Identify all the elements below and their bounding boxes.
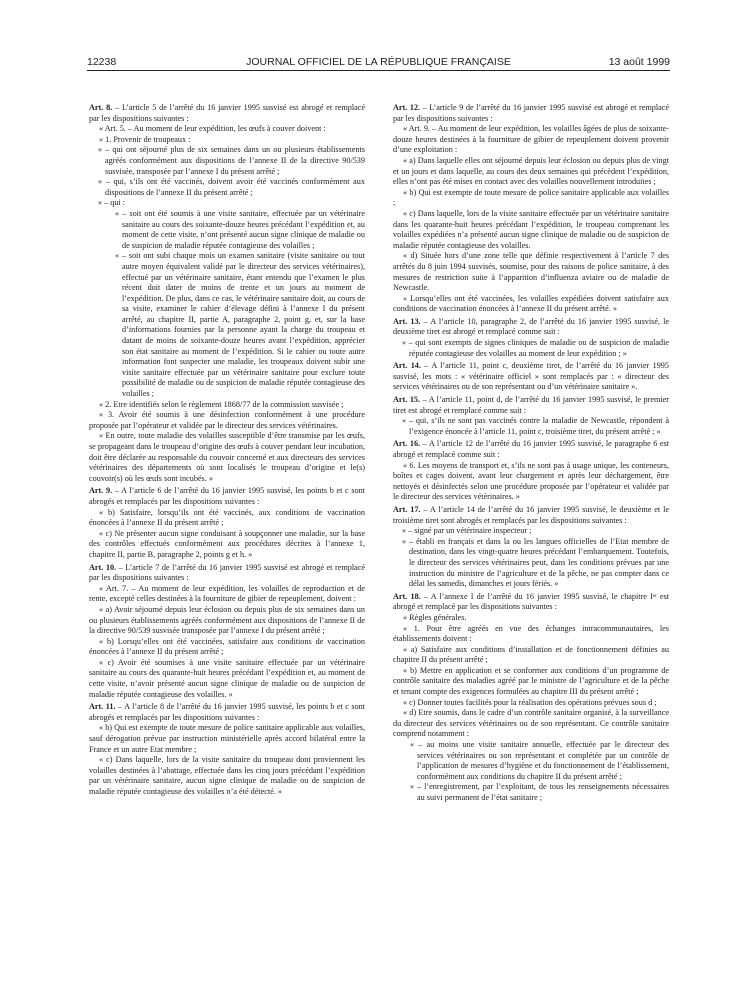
body-paragraph [89,584,365,605]
paragraph-text: « b) Qui est exempte de toute mesure de police sanitaire applicable aux volailles, sauf dérogation prévue par instruction ministérielle après accord bilatéral entre la France et un autre Etat membre ; [89,723,365,754]
right-column [393,101,669,804]
body-paragraph [393,188,669,209]
paragraph-text: « a) Avoir séjourné depuis leur éclosion ou depuis plus de six semaines dans un ou plusieurs établissements agréés conformément aux dispositions de l’annexe II de la directive 90/539 susvisée transposée par l’annexe I du présent arrêté ; [89,604,365,636]
body-paragraph [393,338,669,359]
body-paragraph [393,537,669,590]
paragraph-text: « Art. 7. – Au moment de leur expédition, les volailles de reproduction et de rente, excepté celles destinées à la fourniture de gibier de repeuplement, doivent : [89,583,365,604]
paragraph-text: – A l’article 6 de l’arrêté du 16 janvier 1995 susvisé, les points b et c sont abrogés et remplacés par les dispositions suivantes : [89,486,365,506]
body-paragraph [393,708,669,740]
paragraph-text: « – qui : [98,198,126,208]
paragraph-text: – A l’article 10, paragraphe 2, de l’arrêté du 16 janvier 1995 susvisé, le deuxième tiret est abrogé et remplacé comme suit : [393,316,669,337]
publication-date: 13 août 1999 [608,56,670,68]
article-number: Art. 14. [393,361,421,371]
paragraph-text: « – au moins une visite sanitaire annuelle, effectuée par le directeur des services vétérinaires ou son représentant et complétée par un contrôle de l’application de mesures d’hygiène et du fonctionnement de l’établissement, conformément aux conditions du chapitre II du présent arrêté ; [410,740,669,781]
paragraph-text: – L’article 9 de l’arrêté du 16 janvier 1995 susvisé est abrogé et remplacé par les dispositions suivantes : [393,103,669,123]
article-number: Art. 10. [89,562,117,572]
paragraph-text: « c) Ne présenter aucun signe conduisant à soupçonner une maladie, sur la base des contrôles effectués conformément aux procédures décrites à l’annexe 1, chapitre II, partie B, paragraphe 2, points g et h. » [89,528,365,559]
paragraph-text: « – soit ont subi chaque mois un examen sanitaire (visite sanitaire ou tout autre moyen équivalent validé par le directeur des services vétérinaires), effectué par un vétérinaire sanitaire, étant entendu que l’examen le plus récent doit dater de moins de trente et un jours au moment de l’expédition. De plus, dans ce cas, le vétérinaire sanitaire doit, au cours de sa visite, examiner le cahier d’élevage défini à l’annexe I du présent arrêté, au chapitre II, partie A, paragraphe 2, point g, et, sur la base d’informations fournies par la personne ayant la charge du troupeau et datant de moins de soixante-douze heures avant l’expédition, apprécier son état sanitaire au moment de l’expédition. Si le cahier ou toute autre information font suspecter une maladie, les troupeaux doivent subir une visite sanitaire effectuée par un vétérinaire sanitaire pour exclure toute possibilité de maladie ou de suspicion de maladie réputée contagieuse des volailles ; [115,251,365,399]
paragraph-text: « – établi en français et dans la ou les langues officielles de l’Etat membre de destination, dans les vingt-quatre heures précédant l’embarquement. Toutefois, le directeur des services vétérinaires peut, dans les conditions prévues par une instruction du ministre de l’agriculture et de la pêche, ne pas compter dans ce délai les samedis, dimanches et jours fériés. » [402,536,669,589]
article-paragraph [393,439,669,460]
paragraph-text: – A l’article 12 de l’arrêté du 16 janvier 1995 susvisé, le paragraphe 6 est abrogé et remplacé comme suit : [393,439,670,459]
paragraph-text: « d) Située hors d’une zone telle que définie respectivement à l’article 7 des arrêtés du 8 juin 1994 susvisés, soumise, pour des raisons de police sanitaire, à des mesures de restriction suite à l’apparition d’influenza aviaire ou de maladie de Newcastle. [393,251,669,293]
paragraph-text: « – l’enregistrement, par l’exploitant, de tous les renseignements nécessaires au suivi permanent de l’état sanitaire ; [410,782,669,802]
article-paragraph [393,505,669,526]
article-number: Art. 12. [393,103,421,112]
paragraph-text: « 1. Provenir de troupeaux : [99,134,191,144]
body-paragraph [393,251,669,293]
paragraph-text: « 1. Pour être agréés en vue des échanges intracommunautaires, les établissements doivent : [393,623,669,644]
page-header [87,56,670,70]
paragraph-text: « – qui, s’ils ne sont pas vaccinés contre la maladie de Newcastle, répondent à l’exigence énoncée à l’article 11, point c, troisième tiret, du présent arrêté ; » [402,416,669,436]
article-paragraph [393,361,669,393]
paragraph-text: – A l’article 8 de l’arrêté du 16 janvier 1995 susvisé, les points b et c sont abrogés et remplacés par les dispositions suivantes : [89,702,366,722]
paragraph-text: « c) Dans laquelle, lors de la visite sanitaire effectuée par un vétérinaire sanitaire dans les quarante-huit heures précédant l’expédition, le troupeau comprenant les volailles expédiées n’a présenté aucun signe clinique de maladie ou de suspicion de maladie réputée contagieuse des volailles. [393,208,669,250]
body-paragraph [393,624,669,645]
paragraph-text: « a) Satisfaire aux conditions d’installation et de fonctionnement définies au chapitre II du présent arrêté ; [393,644,669,665]
body-paragraph [89,637,365,658]
paragraph-text: « – signé par un vétérinaire inspecteur ; [402,526,532,536]
body-paragraph [89,198,365,209]
article-number: Art. 17. [393,504,421,514]
paragraph-text: – A l’article 11, point c, deuxième tiret, de l’arrêté du 16 janvier 1995 susvisé, les mots : « vétérinaire officiel » sont remplacés par : « directeur des services vétérinaires ou de son représentant ou d’un vétérinaire sanitaire ». [393,361,669,392]
paragraph-text: – L’article 7 de l’arrêté du 16 janvier 1995 susvisé est abrogé et remplacé par les dispositions suivantes : [89,562,365,583]
paragraph-text: « Art. 5. – Au moment de leur expédition, les œufs à couver doivent : [99,124,326,134]
paragraph-text: – L’article 5 de l’arrêté du 16 janvier 1995 susvisé est abrogé et remplacé par les dispositions suivantes : [89,103,366,123]
paragraph-text: « c) Avoir été soumises à une visite sanitaire effectuée par un vétérinaire sanitaire au cours des quarante-huit heures précédant l’expédition et, au moment de cette visite, n’avoir présenté aucun signe clinique de maladie ou de suspicion de maladie réputée contagieuse des volailles. » [89,657,365,699]
paragraph-text: « d) Etre soumis, dans le cadre d’un contrôle sanitaire organisé, à la surveillance du directeur des services vétérinaires ou de son représentant. Ce contrôle sanitaire comprend notamment : [393,708,669,739]
body-paragraph [89,529,365,561]
paragraph-text: – A l’article 11, point d, de l’arrêté du 16 janvier 1995 susvisé, le premier tiret est abrogé et remplacé comme suit : [393,395,669,415]
article-paragraph [393,592,669,613]
body-paragraph [393,416,669,437]
body-paragraph [393,526,669,537]
header-rule [87,70,670,71]
paragraph-text: « – soit ont été soumis à une visite sanitaire, effectuée par un vétérinaire sanitaire au cours des soixante-douze heures précédant l’expédition et, au moment de cette visite, n’ont présenté aucun signe clinique de maladie ou de suspicion de maladie réputée contagieuse des volailles ; [115,208,365,250]
body-paragraph [393,209,669,251]
paragraph-text: « b) Qui est exempte de toute mesure de police sanitaire applicable aux volailles ; [393,187,669,208]
article-paragraph [393,103,669,124]
body-paragraph [89,658,365,700]
body-paragraph [393,613,669,624]
paragraph-text: « – qui ont séjourné plus de six semaines dans un ou plusieurs établissements agréés conformément aux dispositions de l’annexe II de la directive 90/539 susvisée, transposée par l’annexe I du présent arrêté ; [98,145,365,176]
body-paragraph [393,782,669,803]
paragraph-text: « c) Dans laquelle, lors de la visite sanitaire du troupeau dont proviennent les volailles destinées à l’abattage, effectuée dans les cinq jours précédant l’expédition par un vétérinaire sanitaire, aucun signe clinique de maladie ou de suspicion de maladie réputée contagieuse des volailles n’a été détecté. » [89,755,365,796]
paragraph-text: « b) Mettre en application et se conformer aux conditions d’un programme de contrôle sanitaire des maladies agréé par le ministre de l’agriculture et de la pêche et tenant compte des exigences formulées au chapitre III du présent arrêté ; [393,665,669,697]
article-number: Art. 13. [393,316,421,326]
body-paragraph [393,124,669,156]
body-paragraph [393,666,669,698]
article-paragraph [393,395,669,416]
article-number: Art. 18. [393,591,421,601]
body-paragraph [89,177,365,198]
body-paragraph [89,605,365,637]
article-paragraph [89,486,365,507]
paragraph-text: « 6. Les moyens de transport et, s’ils ne sont pas à usage unique, les conteneurs, boîtes et cages doivent, avant leur chargement et après leur déchargement, être nettoyés et désinfectés selon une procédure proposée par l’opérateur et validée par le directeur des services vétérinaires. » [393,460,669,502]
body-paragraph [89,723,365,755]
paragraph-text: – A l’article 14 de l’arrêté du 16 janvier 1995 susvisé, le deuxième et le troisième tiret sont abrogés et remplacés par les dispositions suivantes : [393,504,669,525]
article-number: Art. 11. [89,702,116,712]
body-paragraph [393,740,669,782]
paragraph-text: « – qui sont exempts de signes cliniques de maladie ou de suspicion de maladie réputée contagieuse des volailles au moment de leur expédition ; » [402,338,669,358]
paragraph-text: « 3. Avoir été soumis à une désinfection conformément à une procédure proposée par l’opérateur et validée par le directeur des services vétérinaires. [89,410,365,430]
body-paragraph [393,156,669,188]
left-column [89,101,365,798]
paragraph-text: « a) Dans laquelle elles ont séjourné depuis leur éclosion ou depuis plus de vingt et un jours et dans laquelle, au cours des deux semaines qui précèdent l’expédition, elles n’ont pas été mises en contact avec des volailles nouvellement introduites ; [393,155,669,187]
body-paragraph [393,698,669,709]
body-paragraph [393,294,669,315]
body-paragraph [89,400,365,411]
body-paragraph [393,645,669,666]
body-paragraph [89,209,365,251]
paragraph-text: « – qui, s’ils ont été vaccinés, doivent avoir été vaccinés conformément aux dispositions de l’annexe II du présent arrêté ; [98,177,365,197]
body-paragraph [89,755,365,797]
article-paragraph [393,317,669,338]
article-paragraph [89,563,365,584]
body-paragraph [89,508,365,529]
paragraph-text: « 2. Etre identifiés selon le règlement 1868/77 de la commission susvisée ; [99,399,344,409]
article-paragraph [89,702,365,723]
paragraph-text: « b) Satisfaire, lorsqu’ils ont été vaccinés, aux conditions de vaccination énoncées à l’annexe II du présent arrêté ; [89,507,365,528]
paragraph-text: « Lorsqu’elles ont été vaccinées, les volailles expédiées doivent satisfaire aux conditions de vaccination énoncées à l’annexe II du présent arrêté. » [393,293,669,314]
paragraph-text: – A l’annexe I de l’arrêté du 16 janvier 1995 susvisé, le chapitre Iᵉʳ est abrogé et remplacé par les dispositions suivantes : [393,591,670,612]
article-number: Art. 16. [393,439,421,449]
body-paragraph [393,461,669,503]
paragraph-text: « En outre, toute maladie des volailles susceptible d’être transmise par les œufs, se propageant dans le troupeau d’origine des œufs à couver pendant leur incubation, doit être déclarée au responsable du couvoir concerné et aux directeurs des services vétérinaires des départements où sont localisés le troupeau d’origine et le(s) couvoir(s) où les œufs sont incubés. » [89,431,365,483]
paragraph-text: « Art. 9. – Au moment de leur expédition, les volailles âgées de plus de soixante-douze heures destinées à la fourniture de gibier de repeuplement doivent provenir d’une exploitation : [393,124,669,155]
article-paragraph [89,103,365,124]
body-paragraph [89,251,365,399]
paragraph-text: « b) Lorsqu’elles ont été vaccinées, satisfaire aux conditions de vaccination énoncées à l’annexe II du présent arrêté ; [89,636,365,657]
paragraph-text: « c) Donner toutes facilités pour la réalisation des opérations prévues sous d ; [403,697,657,707]
body-paragraph [89,410,365,431]
page-number: 12238 [87,56,117,68]
paragraph-text: « Règles générales. [403,612,467,622]
body-paragraph [89,124,365,135]
body-paragraph [89,431,365,484]
article-number: Art. 9. [89,486,113,496]
article-number: Art. 15. [393,395,421,405]
article-number: Art. 8. [89,103,113,112]
journal-title: JOURNAL OFFICIEL DE LA RÉPUBLIQUE FRANÇAISE [246,56,511,68]
body-paragraph [89,135,365,146]
body-paragraph [89,145,365,177]
